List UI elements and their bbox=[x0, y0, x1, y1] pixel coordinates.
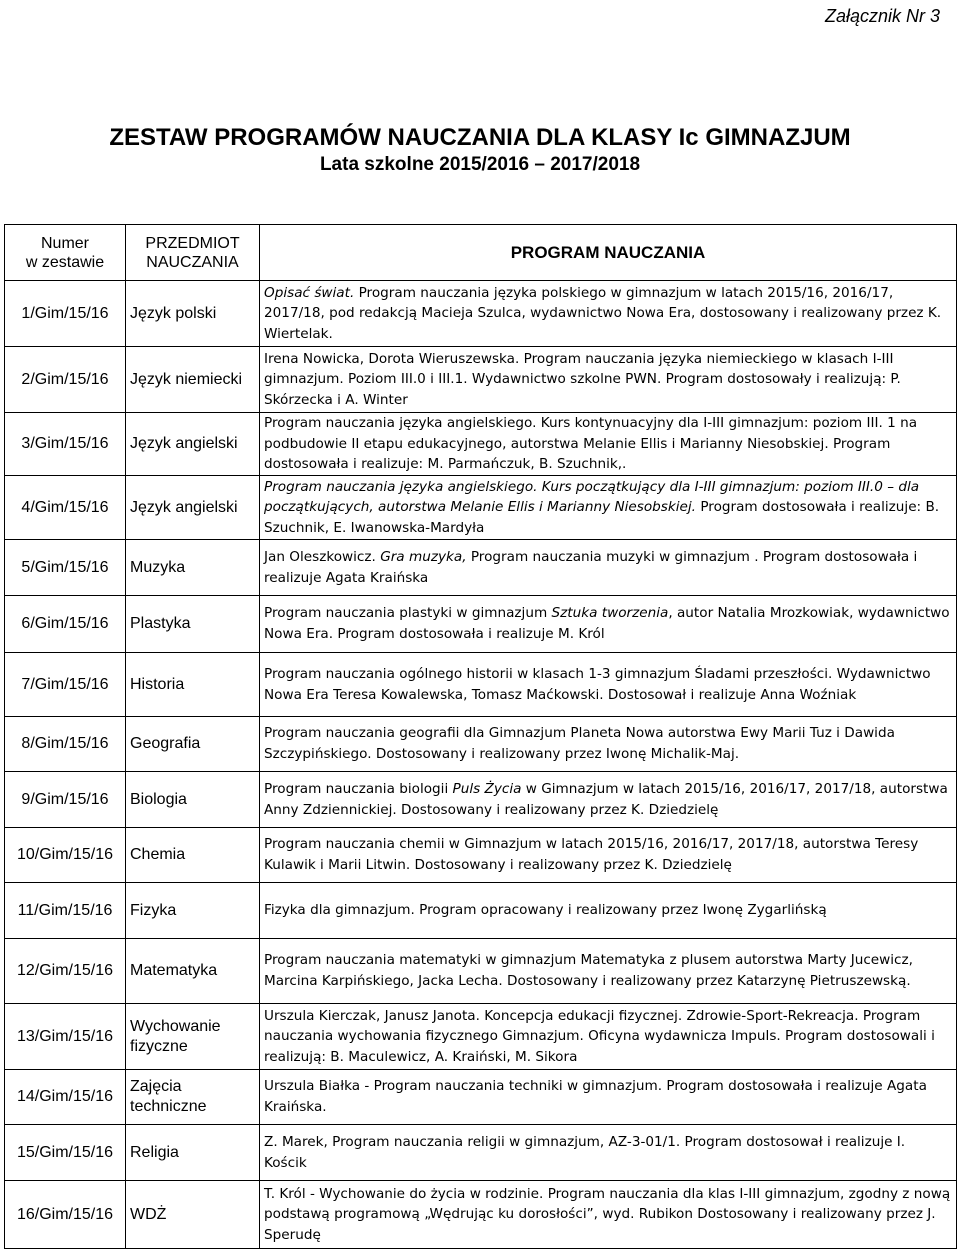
table-header-row bbox=[5, 225, 957, 281]
row-program bbox=[260, 281, 957, 347]
program-text: Irena Nowicka, Dorota Wieruszewska. Program nauczania języka niemieckiego w klasach I-III gimnazjum. Poziom III.0 i III.1. Wydawnictwo szkolne PWN. Program dostosowały i realizują: P. Skórzecka i A. Winter bbox=[264, 350, 901, 408]
table-row bbox=[5, 281, 957, 347]
row-subject: Wychowanie fizyczne bbox=[126, 1004, 260, 1070]
header-subject-line1: PRZEDMIOT bbox=[145, 234, 240, 252]
program-text: T. Król - Wychowanie do życia w rodzinie. Program nauczania dla klas I-III gimnazjum, zgodny z nową podstawą programową „Wędrując ku dorosłości”, wyd. Rubikon Dostosowany i realizowany przez J. Sperudę bbox=[264, 1185, 951, 1243]
row-program bbox=[260, 1125, 957, 1181]
row-number: 10/Gim/15/16 bbox=[5, 828, 126, 883]
annex-label: Załącznik Nr 3 bbox=[824, 6, 940, 26]
program-text: Program dostosowała i realizuje: B. Szuchnik, E. Iwanowska-Mardyła bbox=[264, 499, 940, 536]
row-program bbox=[260, 883, 957, 939]
row-subject: Zajęcia techniczne bbox=[126, 1070, 260, 1125]
program-text: Program nauczania plastyki w gimnazjum bbox=[264, 605, 552, 622]
header-subject bbox=[126, 225, 260, 281]
row-subject: Geografia bbox=[126, 717, 260, 772]
row-subject: Język angielski bbox=[126, 476, 260, 540]
row-program bbox=[260, 596, 957, 653]
program-text: w Gimnazjum w latach 2015/16, 2016/17, 2017/18, autorstwa Anny Zdziennickiej. Dostosowany i realizowany przez K. Dziedzielę bbox=[264, 780, 948, 818]
row-number: 12/Gim/15/16 bbox=[5, 939, 126, 1004]
row-program bbox=[260, 653, 957, 717]
row-subject: Muzyka bbox=[126, 540, 260, 596]
row-subject: Matematyka bbox=[126, 939, 260, 1004]
table-row bbox=[5, 1004, 957, 1070]
table-row bbox=[5, 347, 957, 413]
table-row bbox=[5, 772, 957, 828]
row-program bbox=[260, 717, 957, 772]
program-text: Program nauczania geografii dla Gimnazjum Planeta Nowa autorstwa Ewy Marii Tuz i Dawida Szczypińskiego. Dostosowany i realizowany przez Iwonę Michalik-Maj. bbox=[264, 725, 895, 762]
row-program bbox=[260, 413, 957, 476]
table-row bbox=[5, 540, 957, 596]
row-subject: Plastyka bbox=[126, 596, 260, 653]
row-number: 2/Gim/15/16 bbox=[5, 347, 126, 413]
header-number-line1: Numer bbox=[40, 234, 89, 252]
table-row bbox=[5, 1181, 957, 1249]
program-text: Program nauczania języka angielskiego. Kurs kontynuacyjny dla I-III gimnazjum: poziom III. 1 na podbudowie II etapu edukacyjnego, autorstwa Melanie Ellis i Marianny Niesobskiej. Program dostosowała i realizuje: M. Parmańczuk, B. Szuchnik,. bbox=[264, 415, 918, 473]
row-subject: Język niemiecki bbox=[126, 347, 260, 413]
row-program bbox=[260, 1004, 957, 1070]
row-program bbox=[260, 540, 957, 596]
row-program bbox=[260, 347, 957, 413]
row-subject: Fizyka bbox=[126, 883, 260, 939]
row-number: 14/Gim/15/16 bbox=[5, 1070, 126, 1125]
row-number: 9/Gim/15/16 bbox=[5, 772, 126, 828]
row-program bbox=[260, 828, 957, 883]
program-text: Program nauczania matematyki w gimnazjum Matematyka z plusem autorstwa Marty Jucewicz, Marcina Karpińskiego, Jacka Lecha. Dostosowany i realizowany przez Katarzynę Pietruszewską. bbox=[264, 952, 913, 989]
row-program bbox=[260, 476, 957, 540]
program-text: Fizyka dla gimnazjum. Program opracowany i realizowany przez Iwonę Zygarlińską bbox=[264, 902, 827, 919]
header-number bbox=[5, 225, 126, 281]
row-number: 11/Gim/15/16 bbox=[5, 883, 126, 939]
program-text: Jan Oleszkowicz. bbox=[264, 548, 381, 565]
row-number: 13/Gim/15/16 bbox=[5, 1004, 126, 1070]
table-row bbox=[5, 413, 957, 476]
row-number: 4/Gim/15/16 bbox=[5, 476, 126, 540]
curriculum-table bbox=[4, 224, 957, 1249]
table-row bbox=[5, 717, 957, 772]
row-number: 15/Gim/15/16 bbox=[5, 1125, 126, 1181]
program-title: Sztuka tworzenia bbox=[551, 605, 669, 622]
header-number-line2: w zestawie bbox=[25, 253, 105, 271]
row-subject: Religia bbox=[126, 1125, 260, 1181]
row-number: 3/Gim/15/16 bbox=[5, 413, 126, 476]
program-title: Gra muzyka, bbox=[380, 548, 467, 565]
table-row bbox=[5, 653, 957, 717]
row-subject: Język angielski bbox=[126, 413, 260, 476]
row-number: 8/Gim/15/16 bbox=[5, 717, 126, 772]
program-text: Program nauczania muzyki w gimnazjum . Program dostosowała i realizuje Agata Kraińska bbox=[264, 548, 918, 586]
table-row bbox=[5, 883, 957, 939]
program-text: , autor Natalia Mrozkowiak, wydawnictwo Nowa Era. Program dostosowała i realizuje M. Król bbox=[264, 605, 950, 642]
program-text: Z. Marek, Program nauczania religii w gimnazjum, AZ-3-01/1. Program dostosował i realizuje I. Kościk bbox=[264, 1133, 906, 1171]
document-subtitle: Lata szkolne 2015/2016 – 2017/2018 bbox=[319, 154, 641, 175]
document-title: ZESTAW PROGRAMÓW NAUCZANIA DLA KLASY Ic GIMNAZJUM bbox=[109, 124, 851, 151]
table-row bbox=[5, 596, 957, 653]
table-row bbox=[5, 1070, 957, 1125]
row-number: 5/Gim/15/16 bbox=[5, 540, 126, 596]
row-subject: Historia bbox=[126, 653, 260, 717]
table-row bbox=[5, 939, 957, 1004]
row-program bbox=[260, 1070, 957, 1125]
row-number: 7/Gim/15/16 bbox=[5, 653, 126, 717]
row-program bbox=[260, 1181, 957, 1249]
row-number: 1/Gim/15/16 bbox=[5, 281, 126, 347]
program-text: Program nauczania chemii w Gimnazjum w latach 2015/16, 2016/17, 2017/18, autorstwa Teresy Kulawik i Marii Litwin. Dostosowany i realizowany przez K. Dziedzielę bbox=[264, 836, 919, 873]
program-title: Puls Życia bbox=[452, 780, 522, 797]
table-row bbox=[5, 476, 957, 540]
program-title: Program nauczania języka angielskiego. Kurs początkujący dla I-III gimnazjum: poziom III.0 – dla początkujących, autorstwa Melanie Ellis i Marianny Niesobskiej. bbox=[264, 478, 920, 516]
row-number: 16/Gim/15/16 bbox=[5, 1181, 126, 1249]
header-program: PROGRAM NAUCZANIA bbox=[260, 225, 957, 281]
table-row bbox=[5, 828, 957, 883]
program-text: Program nauczania języka polskiego w gimnazjum w latach 2015/16, 2016/17, 2017/18, pod redakcją Macieja Szulca, wydawnictwo Nowa Era, dostosowany i realizowany przez K. Wiertelak. bbox=[264, 284, 942, 342]
row-program bbox=[260, 939, 957, 1004]
table-row bbox=[5, 1125, 957, 1181]
row-subject: WDŻ bbox=[126, 1181, 260, 1249]
program-text: Program nauczania ogólnego historii w klasach 1-3 gimnazjum Śladami przeszłości. Wydawnictwo Nowa Era Teresa Kowalewska, Tomasz Maćkowski. Dostosował i realizuje Anna Woźniak bbox=[264, 665, 931, 703]
program-text: Program nauczania biologii bbox=[264, 780, 453, 797]
row-number: 6/Gim/15/16 bbox=[5, 596, 126, 653]
program-text: Urszula Kierczak, Janusz Janota. Koncepcja edukacji fizycznej. Zdrowie-Sport-Rekreacja. Program nauczania wychowania fizycznego Gimnazjum. Oficyna wydawnicza Impuls. Program dostosowali i realizują: B. Maculewicz, A. Kraiński, M. Sikora bbox=[264, 1007, 935, 1065]
row-subject: Chemia bbox=[126, 828, 260, 883]
row-subject: Język polski bbox=[126, 281, 260, 347]
program-text: Urszula Białka - Program nauczania techniki w gimnazjum. Program dostosowała i realizuje Agata Kraińska. bbox=[264, 1078, 927, 1115]
row-program bbox=[260, 772, 957, 828]
row-subject: Biologia bbox=[126, 772, 260, 828]
header-subject-line2: NAUCZANIA bbox=[146, 253, 239, 271]
program-title: Opisać świat. bbox=[264, 284, 355, 301]
